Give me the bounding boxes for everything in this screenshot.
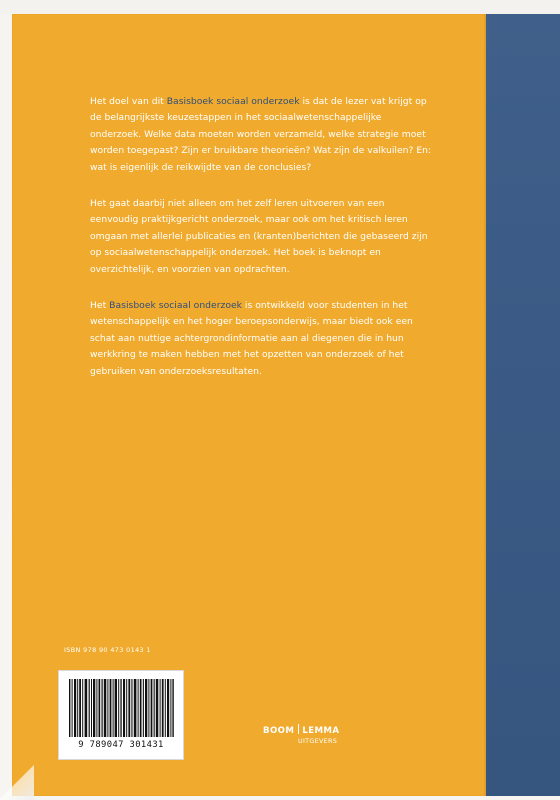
publisher-lemma: LEMMA (302, 726, 340, 736)
audience-paragraph (90, 298, 434, 380)
isbn-label: ISBN 978 90 473 0143 1 (64, 646, 151, 654)
publisher-divider (298, 724, 299, 734)
faint-header-texture (32, 42, 484, 78)
top-paper-edge (0, 0, 560, 14)
book-title-highlight-2: Basisboek sociaal onderzoek (109, 300, 242, 311)
book-title-highlight-1: Basisboek sociaal onderzoek (166, 96, 300, 107)
barcode-bars (69, 679, 174, 737)
barcode-box (58, 670, 184, 760)
practice-paragraph: Het gaat daarbij niet alleen om het zelf leren uitvoeren van een eenvoudig praktijkgericht onderzoek, maar ook om het kritisch leren omgaan met allerlei publicaties en (kranten)berichten die gebaseerd zijn op sociaalwetenschappelijk onderzoek. Het boek is beknopt en overzichtelijk, en voorzien van opdrachten. (90, 198, 428, 275)
publisher-boom: BOOM (263, 726, 295, 736)
publisher-subline: UITGEVERS (298, 737, 338, 745)
intro-text-start: Het doel van dit (90, 96, 167, 107)
barcode-number: 9 789047 301431 (78, 740, 164, 750)
publisher-logo (263, 724, 340, 752)
intro-text-end: is dat de lezer vat krijgt op de belangrijkste keuzestappen in het sociaalwetenschappelijke onderzoek. Welke data moeten worden verzameld, welke strategie moet worden toegepast? Zijn er bruikbare theorieën? Wat zijn de valkuilen? En: wat is eigenlijk de reikwijdte van de conclusies? (90, 96, 432, 173)
blue-spine-band (486, 14, 560, 796)
intro-paragraph (90, 94, 434, 176)
barcode-image (67, 679, 175, 737)
audience-text-end: is ontwikkeld voor studenten in het wetenschappelijk en het hoger beroepsonderwijs, maar biedt ook een schat aan nuttige achtergrondinformatie aan al diegenen die in hun werkkring te maken hebben met het opzetten van onderzoek of het gebruiken van onderzoeksresultaten. (90, 300, 413, 377)
publisher-name-line (263, 724, 340, 738)
audience-text-start: Het (90, 300, 110, 311)
